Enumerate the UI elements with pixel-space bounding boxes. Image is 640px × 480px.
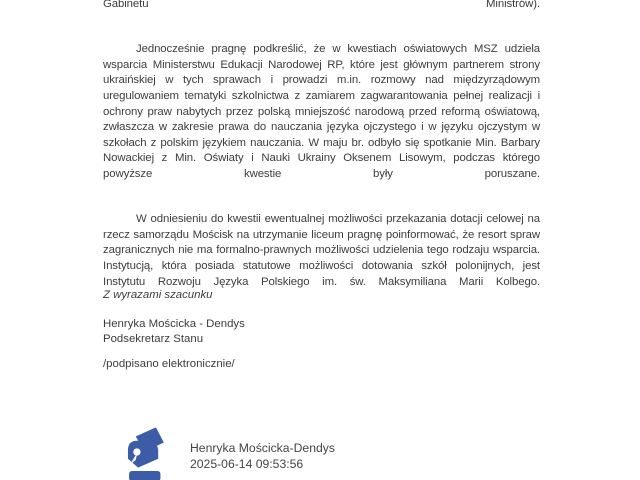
signer-name: Henryka Mościcka - Dendys xyxy=(103,318,245,330)
electronic-signature-note: /podpisano elektronicznie/ xyxy=(103,358,235,370)
valediction: Z wyrazami szacunku xyxy=(103,289,213,301)
stamp-signer-name: Henryka Mościcka-Dendys xyxy=(190,440,335,455)
signer-block xyxy=(103,317,245,346)
stamp-timestamp: 2025-06-14 09:53:56 xyxy=(190,457,304,471)
paragraph-1: Jednocześnie pragnę podkreślić, że w kwestiach oświatowych MSZ udziela wsparcia Ministerstwu Edukacji Narodowej RP, które jest głównym partnerem strony ukraińskiej w tych sprawach i prowadzi m.in. rozmowy nad międzyrządowym uregulowaniem tematyki szkolnictwa z zamiarem zagwarantowania pełnej realizacji i ochrony praw nabytych przez polską mniejszość narodową przed reformą oświatową, zwłaszcza w zakresie prawa do nauczania języka ojczystego i w języku ojczystym w szkołach z polskim językiem nauczania. W maju br. odbyło się spotkanie Min. Barbary Nowackiej z Min. Oświaty i Nauki Ukrainy Oksenem Lisowym, podczas którego powyższe kwestie były poruszane. xyxy=(103,43,540,180)
letter-body xyxy=(103,0,540,306)
paragraph-2: W odniesieniu do kwestii ewentualnej możliwości przekazania dotacji celowej na rzecz samorządu Mościsk na utrzymanie liceum pragnę poinformować, że resort spraw zagranicznych nie ma formalno-prawnych możliwości udzielenia tego rodzaju wsparcia. Instytucją, która posiada statutowe możliwości dotowania szkół polonijnych, jest Instytutu Rozwoju Języka Polskiego im. św. Maksymiliana Marii Kolbego. xyxy=(103,213,540,288)
fountain-pen-nib-icon xyxy=(118,424,176,480)
paragraph-continued-line: Gabinetu Ministrów). xyxy=(103,0,540,10)
closing-block xyxy=(103,288,540,304)
stamp-text-block xyxy=(190,432,335,473)
signer-title: Podsekretarz Stanu xyxy=(103,332,204,345)
electronic-signature-stamp xyxy=(118,424,335,480)
